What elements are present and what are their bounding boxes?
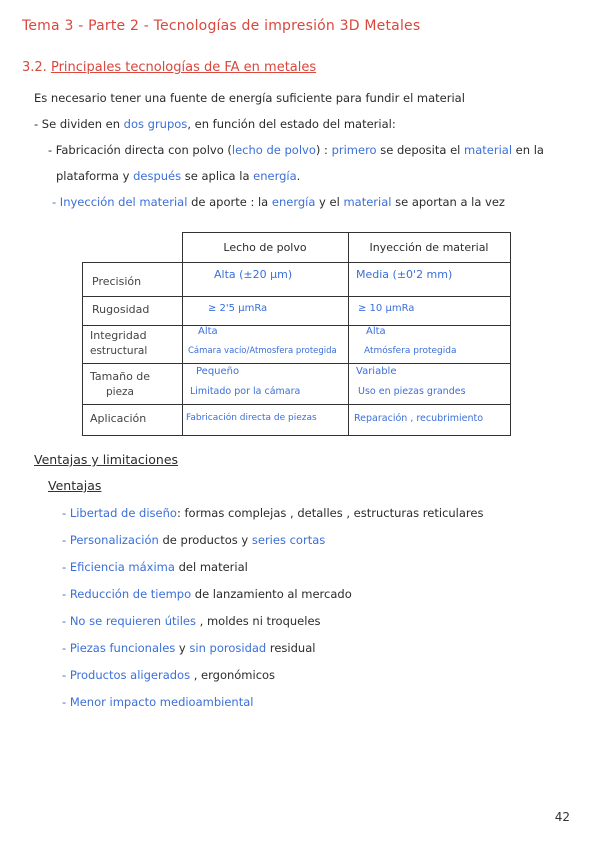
bullet-dash: - bbox=[62, 533, 70, 547]
divide-suffix: , en función del estado del material: bbox=[187, 117, 396, 131]
cell-precision-lecho: Alta (±20 μm) bbox=[214, 268, 293, 281]
direct-mid3: en la bbox=[512, 143, 544, 157]
cell-tamano-lecho-a: Pequeño bbox=[196, 366, 240, 377]
page-number: 42 bbox=[554, 810, 570, 824]
bullet-dash: - bbox=[62, 695, 70, 709]
cell-aplicacion-inyeccion: Reparación , recubrimiento bbox=[354, 413, 484, 424]
table-header-inyeccion: Inyección de material bbox=[369, 240, 489, 254]
divide-highlight: dos grupos bbox=[123, 117, 188, 131]
intro-text: Es necesario tener una fuente de energía suficiente para fundir el material bbox=[34, 91, 465, 105]
row-label-tamano-2: pieza bbox=[106, 386, 134, 398]
row-label-aplicacion: Aplicación bbox=[90, 412, 147, 425]
bullet-dash: - bbox=[62, 506, 70, 520]
row-label-integridad-1: Integridad bbox=[90, 329, 147, 342]
section-title: Principales tecnologías de FA en metales bbox=[50, 60, 317, 75]
divide-prefix: - Se dividen en bbox=[34, 117, 124, 131]
direct-primero: primero bbox=[331, 143, 377, 157]
bullet-6-blue2: sin porosidad bbox=[189, 641, 267, 655]
bullet-1-blue: Libertad de diseño bbox=[69, 506, 177, 520]
ventajas-subheading: Ventajas bbox=[48, 478, 102, 493]
row-label-integridad-2: estructural bbox=[90, 345, 148, 357]
bullet-1-rest: : formas complejas , detalles , estructuras reticulares bbox=[176, 506, 484, 520]
inyeccion-d: y el bbox=[315, 195, 344, 209]
cell-rugosidad-inyeccion: ≥ 10 μmRa bbox=[358, 303, 415, 314]
bullet-7-blue: Productos aligerados bbox=[69, 668, 191, 682]
row-label-rugosidad: Rugosidad bbox=[92, 303, 150, 316]
table-header-lecho: Lecho de polvo bbox=[223, 240, 307, 254]
cell-integridad-inyeccion-a: Alta bbox=[366, 326, 386, 337]
direct-line2c: . bbox=[296, 169, 301, 183]
inyeccion-c: energía bbox=[271, 195, 316, 209]
inyeccion-e: material bbox=[343, 195, 392, 209]
bullet-6-rest: y bbox=[175, 641, 190, 655]
bullet-dash: - bbox=[62, 587, 70, 601]
direct-prefix: - Fabricación directa con polvo ( bbox=[48, 143, 232, 157]
inyeccion-b: de aporte : la bbox=[187, 195, 272, 209]
direct-line2a: plataforma y bbox=[56, 169, 134, 183]
cell-tamano-inyeccion-b: Uso en piezas grandes bbox=[358, 386, 466, 397]
cell-tamano-lecho-b: Limitado por la cámara bbox=[190, 386, 301, 397]
bullet-5-blue: No se requieren útiles bbox=[69, 614, 196, 628]
bullet-8-blue: Menor impacto medioambiental bbox=[69, 695, 254, 709]
cell-precision-inyeccion: Media (±0'2 mm) bbox=[356, 268, 453, 281]
bullet-5-rest: , moldes ni troqueles bbox=[196, 614, 321, 628]
bullet-dash: - bbox=[62, 614, 70, 628]
bullet-4 bbox=[62, 587, 352, 601]
section-number: 3.2. bbox=[22, 60, 47, 75]
bullet-dash: - bbox=[62, 641, 70, 655]
cell-rugosidad-lecho: ≥ 2'5 μmRa bbox=[208, 303, 268, 314]
bullet-2-blue2: series cortas bbox=[251, 533, 326, 547]
cell-integridad-lecho-a: Alta bbox=[198, 326, 218, 337]
bullet-1 bbox=[62, 506, 483, 520]
cell-integridad-lecho-b: Cámara vacío/Atmosfera protegida bbox=[188, 346, 337, 356]
direct-line-1 bbox=[48, 143, 544, 157]
direct-line-2 bbox=[56, 169, 300, 183]
direct-line2b: se aplica la bbox=[181, 169, 254, 183]
bullet-dash: - bbox=[62, 560, 70, 574]
bullet-7-rest: , ergonómicos bbox=[190, 668, 276, 682]
bullet-5 bbox=[62, 614, 321, 628]
bullet-7 bbox=[62, 668, 275, 682]
direct-lecho: lecho de polvo bbox=[231, 143, 316, 157]
bullet-3-blue: Eficiencia máxima bbox=[69, 560, 175, 574]
direct-mid1: ) : bbox=[315, 143, 332, 157]
cell-tamano-inyeccion-a: Variable bbox=[356, 366, 397, 377]
bullet-2 bbox=[62, 533, 325, 547]
direct-mid2: se deposita el bbox=[376, 143, 465, 157]
cell-aplicacion-lecho: Fabricación directa de piezas bbox=[186, 413, 317, 423]
row-label-tamano-1: Tamaño de bbox=[90, 370, 151, 383]
bullet-2-blue: Personalización bbox=[69, 533, 159, 547]
inyeccion-line bbox=[52, 195, 505, 209]
direct-energia: energía bbox=[253, 169, 297, 183]
divide-line bbox=[34, 117, 396, 131]
inyeccion-a: - Inyección del material bbox=[52, 195, 188, 209]
direct-material: material bbox=[464, 143, 513, 157]
bullet-2-rest: de productos y bbox=[158, 533, 252, 547]
bullet-4-blue: Reducción de tiempo bbox=[69, 587, 192, 601]
bullet-6-rest2: residual bbox=[266, 641, 316, 655]
bullet-3-rest: del material bbox=[174, 560, 248, 574]
bullet-dash: - bbox=[62, 668, 70, 682]
bullet-6-blue: Piezas funcionales bbox=[69, 641, 176, 655]
bullet-6 bbox=[62, 641, 315, 655]
page-title: Tema 3 - Parte 2 - Tecnologías de impresión 3D Metales bbox=[22, 18, 421, 34]
bullet-4-rest: de lanzamiento al mercado bbox=[191, 587, 352, 601]
direct-despues: después bbox=[133, 169, 182, 183]
bullet-3 bbox=[62, 560, 248, 574]
inyeccion-f: se aportan a la vez bbox=[391, 195, 505, 209]
bullet-8 bbox=[62, 695, 253, 709]
comparison-table bbox=[82, 232, 511, 436]
row-label-precision: Precisión bbox=[92, 275, 142, 288]
cell-integridad-inyeccion-b: Atmósfera protegida bbox=[364, 346, 457, 356]
section-heading bbox=[22, 60, 316, 75]
ventajas-limitaciones-heading: Ventajas y limitaciones bbox=[34, 452, 179, 467]
